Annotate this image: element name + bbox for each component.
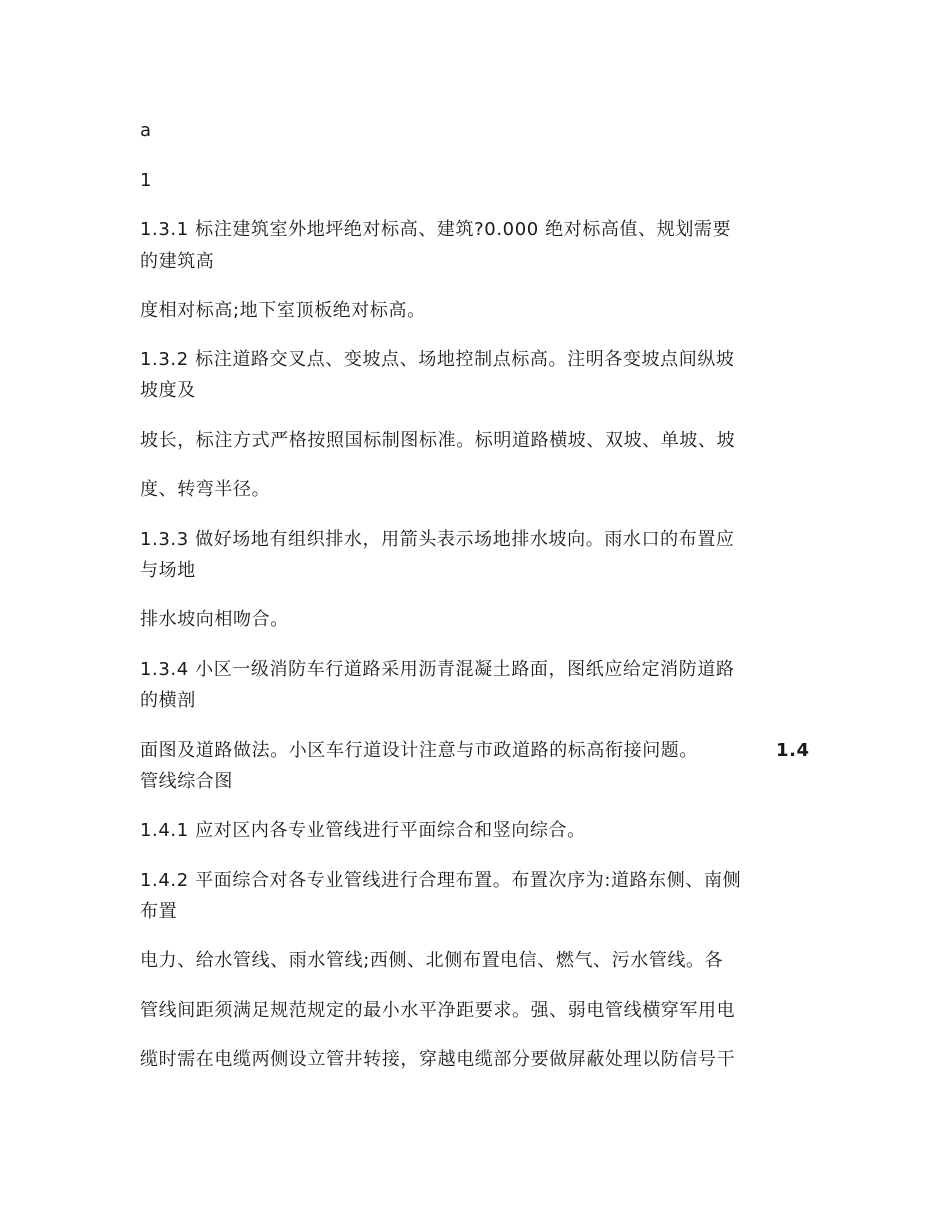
section-heading-pipeline: 管线综合图 [140, 771, 233, 792]
text-line: 缆时需在电缆两侧设立管井转接，穿越电缆部分要做屏蔽处理以防信号干 [140, 1049, 736, 1070]
text-line: 电力、给水管线、雨水管线;西侧、北侧布置电信、燃气、污水管线。各 [140, 950, 724, 971]
paragraph-1-4-2: 1.4.2 平面综合对各专业管线进行合理布置。布置次序为:道路东侧、南侧 [140, 870, 742, 891]
paragraph-1-3-2: 1.3.2 标注道路交叉点、变坡点、场地控制点标高。注明各变坡点间纵坡 [140, 349, 735, 370]
paragraph-1-3-4: 1.3.4 小区一级消防车行道路采用沥青混凝土路面，图纸应给定消防道路 [140, 659, 735, 680]
text-line: 的横剖 [140, 690, 196, 711]
text-line: 布置 [140, 901, 178, 922]
text-line: 1 [140, 170, 153, 191]
text-line: 面图及道路做法。小区车行道设计注意与市政道路的标高衔接问题。 [140, 740, 698, 761]
text-line: 与场地 [140, 560, 196, 581]
text-line: 的建筑高 [140, 251, 215, 272]
text-line: 排水坡向相吻合。 [140, 609, 289, 630]
text-line: 管线间距须满足规范规定的最小水平净距要求。强、弱电管线横穿军用电 [140, 1000, 736, 1021]
paragraph-1-3-1: 1.3.1 标注建筑室外地坪绝对标高、建筑?0.000 绝对标高值、规划需要 [140, 219, 732, 240]
paragraph-1-3-3: 1.3.3 做好场地有组织排水，用箭头表示场地排水坡向。雨水口的布置应 [140, 529, 735, 550]
section-number-1-4: 1.4 [776, 740, 810, 761]
text-line: 坡度及 [140, 380, 196, 401]
paragraph-1-4-1: 1.4.1 应对区内各专业管线进行平面综合和竖向综合。 [140, 820, 586, 841]
text-line: 度、转弯半径。 [140, 479, 271, 500]
text-line: a [140, 120, 152, 141]
text-line: 度相对标高;地下室顶板绝对标高。 [140, 300, 426, 321]
text-line: 坡长，标注方式严格按照国标制图标准。标明道路横坡、双坡、单坡、坡 [140, 430, 736, 451]
